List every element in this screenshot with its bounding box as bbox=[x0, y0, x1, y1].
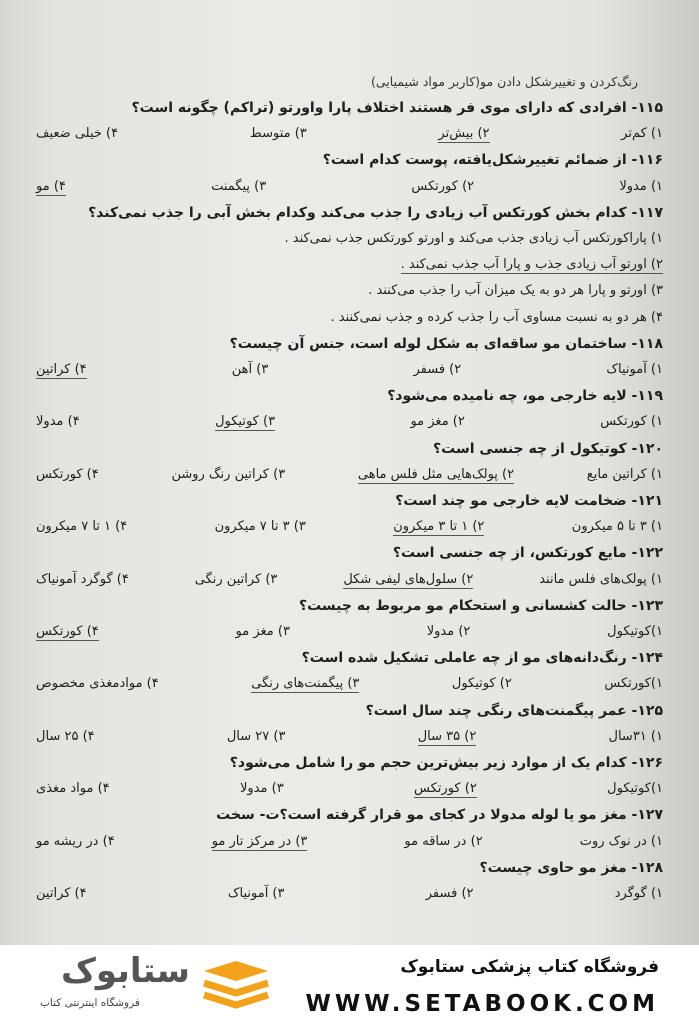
answer-option: ۲) کورتکس bbox=[411, 178, 475, 194]
question-text: ۱۱۷- کدام بخش کورتکس آب زیادی را جذب می‌کند وکدام بخش آبی را جذب نمی‌کند؟ bbox=[88, 204, 663, 221]
question-text: ۱۲۵- عمر پیگمنت‌های رنگی چند سال است؟ bbox=[365, 702, 663, 719]
answer-option-line bbox=[36, 257, 663, 272]
answer-option-marked: ۲) ۱ تا ۳ میکرون bbox=[393, 519, 485, 535]
answer-option: ۱) کم‌تر bbox=[621, 126, 663, 142]
answer-option: ۲) مدولا bbox=[426, 624, 471, 639]
answer-option: ۳) مدولا bbox=[240, 781, 284, 797]
answer-option: ۱) مدولا bbox=[619, 178, 663, 194]
answer-option: ۱) پاراکورتکس آب زیادی جذب می‌کند و اورتو کورتکس جذب نمی‌کند . bbox=[284, 231, 663, 246]
answer-option-marked: ۲) اورتو آب زیادی جذب و پارا آب جذب نمی‌کند . bbox=[400, 257, 663, 273]
answer-option-marked: ۲) ۳۵ سال bbox=[417, 728, 477, 744]
answer-option: ۲) فسفر bbox=[413, 362, 462, 377]
answer-option: ۴) ۱ تا ۷ میکرون bbox=[36, 519, 128, 535]
answer-options-row bbox=[36, 676, 663, 693]
question-text: ۱۲۰- کوتیکول از چه جنسی است؟ bbox=[433, 440, 663, 457]
answer-options-row bbox=[36, 729, 663, 746]
answer-options-row bbox=[36, 362, 663, 379]
question-text: ۱۲۷- مغز مو یا لوله مدولا در کجای مو قرار گرفته است؟ت- سخت bbox=[216, 807, 663, 824]
page-header: رنگ‌کردن و تغییرشکل دادن مو(کاربر مواد شیمیایی) bbox=[371, 74, 638, 89]
answer-option-marked: ۴) کراتین bbox=[36, 362, 87, 377]
answer-option-marked: ۲) بیش‌تر bbox=[438, 126, 490, 142]
answer-option: ۱)کوتیکول bbox=[607, 781, 663, 797]
answer-option: ۳) آهن bbox=[231, 362, 269, 377]
answer-option-line bbox=[36, 231, 663, 246]
answer-option: ۱)کوتیکول bbox=[607, 624, 663, 639]
answer-options-row bbox=[36, 519, 663, 536]
book-stack-logo-icon bbox=[200, 959, 272, 1009]
answer-option: ۴) خیلی ضعیف bbox=[36, 126, 119, 142]
question-text: ۱۱۸- ساختمان مو ساقه‌ای به شکل لوله است، جنس آن چیست؟ bbox=[229, 335, 663, 352]
answer-option: ۳) مغز مو bbox=[235, 624, 290, 639]
answer-option: ۴) کراتین bbox=[36, 886, 87, 901]
answer-option: ۱) کراتین مایع bbox=[586, 466, 663, 482]
answer-option-marked: ۲) سلول‌های لیفی شکل bbox=[343, 571, 474, 587]
answer-option: ۴) گوگرد آمونیاک bbox=[36, 571, 129, 587]
question-text: ۱۲۱- ضخامت لایه خارجی مو چند است؟ bbox=[395, 493, 663, 509]
question-text: ۱۱۹- لایه خارجی مو، چه نامیده می‌شود؟ bbox=[387, 388, 663, 405]
answer-option-marked: ۳) کوتیکول bbox=[215, 414, 276, 430]
question-text: ۱۲۸- مغز مو حاوی چیست؟ bbox=[479, 859, 663, 876]
answer-option: ۴) کورتکس bbox=[36, 466, 99, 482]
answer-option-marked: ۲) کورتکس bbox=[414, 781, 477, 797]
answer-option: ۴) مواد مغذی bbox=[36, 781, 110, 797]
answer-option: ۱)کورتکس bbox=[604, 676, 663, 692]
answer-option: ۴) در ریشه مو bbox=[36, 833, 115, 849]
answer-options-row bbox=[36, 572, 663, 589]
answer-option: ۳) ۳ تا ۷ میکرون bbox=[214, 519, 306, 535]
answer-option: ۴) هر دو به نسبت مساوی آب را جذب کرده و جذب نمی‌کنند . bbox=[330, 309, 663, 325]
answer-option-marked: ۴) کورتکس bbox=[36, 624, 99, 639]
answer-option: ۳) کراتین رنگ روشن bbox=[171, 466, 286, 482]
question-text: ۱۱۶- از ضمائم تغییرشکل‌یافته، پوست کدام است؟ bbox=[322, 152, 663, 169]
answer-option: ۲) کوتیکول bbox=[451, 676, 512, 692]
answer-option: ۴) موادمغذی مخصوص bbox=[36, 676, 159, 692]
answer-option: ۳) ۲۷ سال bbox=[226, 728, 286, 744]
answer-options-row bbox=[36, 414, 663, 431]
answer-options-row bbox=[36, 781, 663, 798]
answer-option: ۳) آمونیاک bbox=[227, 886, 285, 901]
answer-option: ۳) متوسط bbox=[249, 126, 307, 142]
answer-option: ۱) گوگرد bbox=[614, 886, 663, 901]
question-text: ۱۲۲- مایع کورتکس، از چه جنسی است؟ bbox=[392, 545, 663, 562]
shop-url[interactable]: WWW.SETABOOK.COM bbox=[305, 991, 659, 1017]
logo-tagline: فروشگاه اینترنتی کتاب bbox=[40, 997, 140, 1009]
answer-option-line bbox=[36, 283, 663, 298]
answer-option-marked: ۳) پیگمنت‌های رنگی bbox=[251, 676, 360, 692]
answer-options-row bbox=[36, 886, 663, 901]
answer-option: ۱) کورتکس bbox=[600, 414, 663, 430]
answer-option: ۱) ۳۱سال bbox=[608, 728, 663, 744]
answer-option: ۳) اورتو و پارا هر دو به یک میزان آب را جذب می‌کنند . bbox=[368, 283, 663, 299]
question-text: ۱۲۶- کدام یک از موارد زیر بیش‌ترین حجم مو را شامل می‌شود؟ bbox=[229, 755, 663, 771]
question-text: ۱۲۳- حالت کشسانی و استحکام مو مربوط به چیست؟ bbox=[298, 597, 663, 614]
answer-option-marked: ۲) پولک‌هایی مثل فلس ماهی bbox=[357, 466, 515, 482]
answer-options-row bbox=[36, 126, 663, 143]
answer-option: ۱) ۳ تا ۵ میکرون bbox=[571, 519, 663, 535]
answer-option: ۴) ۲۵ سال bbox=[36, 728, 95, 744]
answer-option: ۲) در ساقه مو bbox=[404, 833, 483, 849]
answer-options-row bbox=[36, 834, 663, 851]
logo-wordmark: ستابوک bbox=[61, 951, 190, 991]
answer-options-row bbox=[36, 467, 663, 484]
answer-option: ۱) پولک‌های فلس مانند bbox=[539, 571, 663, 587]
answer-option: ۱) در نوک روت bbox=[579, 833, 663, 849]
answer-option: ۳) کراتین رنگی bbox=[194, 571, 278, 587]
answer-options-row bbox=[36, 179, 663, 196]
answer-option-marked: ۳) در مرکز تار مو bbox=[211, 833, 308, 849]
answer-option: ۲) فسفر bbox=[425, 886, 474, 901]
answer-option-line bbox=[36, 310, 663, 325]
answer-option-marked: ۴) مو bbox=[36, 178, 66, 194]
question-text: ۱۱۵- افرادی که دارای موی فر هستند اختلاف پارا واورتو (تراکم) چگونه است؟ bbox=[131, 100, 663, 116]
answer-option: ۴) مدولا bbox=[36, 414, 80, 430]
shop-name: فروشگاه کتاب پزشکی ستابوک bbox=[400, 957, 659, 977]
answer-option: ۲) مغز مو bbox=[410, 414, 465, 430]
question-text: ۱۲۴- رنگ‌دانه‌های مو از چه عاملی تشکیل شده است؟ bbox=[301, 650, 663, 667]
answer-options-row bbox=[36, 624, 663, 641]
answer-option: ۱) آمونیاک bbox=[606, 362, 663, 377]
answer-option: ۳) پیگمنت bbox=[211, 178, 267, 194]
store-footer-banner bbox=[0, 945, 699, 1024]
